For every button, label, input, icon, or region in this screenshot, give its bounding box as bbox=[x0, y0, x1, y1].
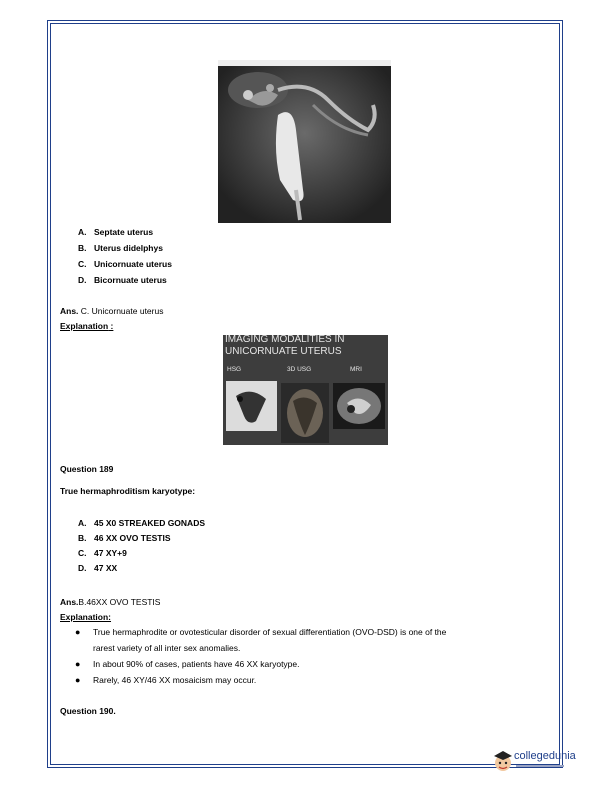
explanation-label: Explanation bbox=[60, 321, 109, 331]
option-letter: B. bbox=[78, 533, 87, 543]
answer-line bbox=[60, 306, 163, 316]
q189-explanation-heading: Explanation: bbox=[60, 612, 112, 622]
mri-thumbnail bbox=[333, 383, 385, 429]
question-189-heading: Question 189 bbox=[60, 464, 114, 474]
bullet-text: Rarely, 46 XY/46 XX mosaicism may occur. bbox=[93, 675, 257, 685]
option-a bbox=[78, 227, 153, 237]
option-text: 47 XY+9 bbox=[94, 548, 127, 558]
answer-text: B.46XX OVO TESTIS bbox=[78, 597, 161, 607]
option-letter: B. bbox=[78, 243, 87, 253]
q189-option-c bbox=[78, 548, 127, 558]
option-d bbox=[78, 275, 167, 285]
hsg-xray-image bbox=[218, 60, 391, 223]
question-189-prompt: True hermaphroditism karyotype: bbox=[60, 486, 196, 496]
option-letter: C. bbox=[78, 548, 87, 558]
usg-thumbnail bbox=[281, 383, 329, 443]
brand-tagline-bar bbox=[516, 765, 564, 767]
explanation-colon: : bbox=[108, 321, 114, 331]
option-text: 46 XX OVO TESTIS bbox=[94, 533, 171, 543]
option-letter: A. bbox=[78, 518, 87, 528]
brand-name: collegedunia bbox=[514, 750, 576, 762]
bullet-text: True hermaphrodite or ovotesticular disorder of sexual differentiation (OVO-DSD) is one of the bbox=[93, 627, 447, 637]
bullet-1-cont bbox=[93, 643, 240, 653]
explanation-heading bbox=[60, 321, 113, 331]
bullet-text: In about 90% of cases, patients have 46 XX karyotype. bbox=[93, 659, 300, 669]
option-text: 47 XX bbox=[94, 563, 118, 573]
q189-answer-line bbox=[60, 597, 160, 607]
figure-title-line1: IMAGING MODALITIES IN bbox=[225, 335, 345, 345]
bullet-1 bbox=[75, 627, 447, 637]
option-letter: A. bbox=[78, 227, 87, 237]
bullet-dot: ● bbox=[75, 675, 81, 685]
bullet-2 bbox=[75, 659, 300, 669]
answer-text: C. Unicornuate uterus bbox=[78, 306, 164, 316]
answer-label: Ans. bbox=[60, 306, 79, 316]
option-text: Bicornuate uterus bbox=[94, 275, 167, 285]
imaging-modalities-figure bbox=[223, 335, 388, 445]
answer-label: Ans. bbox=[60, 597, 79, 607]
question-190-heading: Question 190. bbox=[60, 706, 116, 716]
bullet-dot: ● bbox=[75, 627, 81, 637]
figure-title-line2: UNICORNUATE UTERUS bbox=[225, 346, 342, 357]
bullet-dot: ● bbox=[75, 659, 81, 669]
mascot-icon bbox=[492, 748, 514, 774]
option-letter: C. bbox=[78, 259, 87, 269]
q189-option-a bbox=[78, 518, 205, 528]
option-letter: D. bbox=[78, 563, 87, 573]
option-c bbox=[78, 259, 172, 269]
option-text: Unicornuate uterus bbox=[94, 259, 172, 269]
figure-label-hsg: HSG bbox=[227, 366, 242, 373]
q189-option-d bbox=[78, 563, 117, 573]
option-b bbox=[78, 243, 163, 253]
figure-label-3d-usg: 3D USG bbox=[287, 366, 312, 373]
bullet-text: rarest variety of all inter sex anomalies. bbox=[93, 643, 241, 653]
figure-label-mri: MRI bbox=[350, 366, 362, 373]
q189-option-b bbox=[78, 533, 171, 543]
option-text: 45 X0 STREAKED GONADS bbox=[94, 518, 205, 528]
option-letter: D. bbox=[78, 275, 87, 285]
bullet-3 bbox=[75, 675, 257, 685]
hsg-thumbnail bbox=[226, 381, 277, 431]
option-text: Uterus didelphys bbox=[94, 243, 163, 253]
collegedunia-logo bbox=[492, 748, 576, 776]
option-text: Septate uterus bbox=[94, 227, 154, 237]
